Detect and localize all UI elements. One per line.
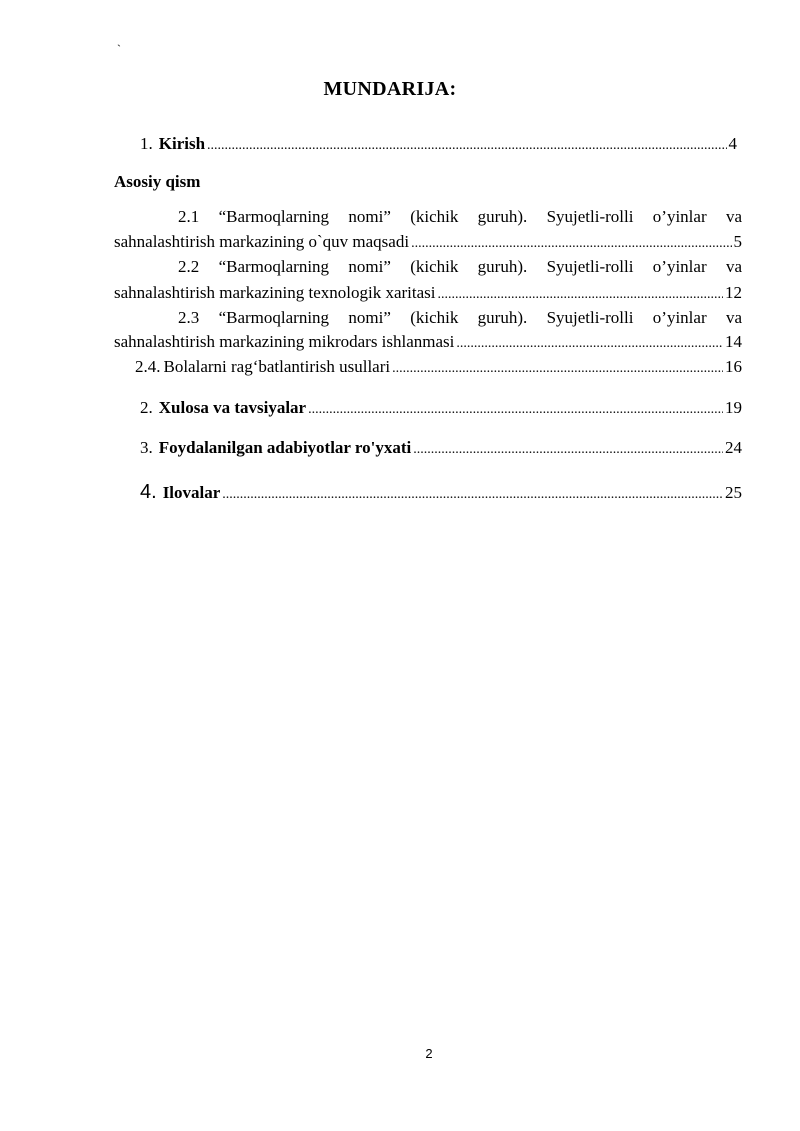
toc-leader-dots — [411, 236, 731, 252]
toc-entry-page: 12 — [725, 283, 742, 302]
toc-entry-page: 24 — [725, 438, 742, 457]
toc-leader-dots — [207, 138, 726, 154]
toc-entry-page: 5 — [733, 232, 742, 251]
toc-entry-label: Foydalanilgan adabiyotlar ro'yxati — [158, 438, 412, 457]
page-title: MUNDARIJA: — [323, 78, 457, 100]
toc-leader-dots — [413, 442, 723, 458]
section-heading: Asosiy qism — [114, 172, 201, 191]
toc-entry-2-2 — [114, 283, 742, 303]
page-number: 2 — [425, 1046, 433, 1061]
toc-entry-label: sahnalashtirish markazining texnologik xaritasi — [114, 283, 436, 302]
toc-entry-page: 16 — [725, 357, 742, 376]
toc-entry-2-1 — [114, 232, 742, 252]
toc-sub-2-1-line1: 2.1 “Barmoqlarning nomi” (kichik guruh). Syujetli-rolli o’yinlar va — [178, 207, 742, 226]
toc-entry-label: Ilovalar — [162, 483, 221, 502]
stray-mark: ` — [117, 42, 121, 56]
toc-entry-number: 2.4. — [135, 357, 161, 376]
toc-entry-page: 25 — [725, 483, 742, 502]
toc-leader-dots — [438, 287, 723, 303]
toc-sub-2-3-line1: 2.3 “Barmoqlarning nomi” (kichik guruh). Syujetli-rolli o’yinlar va — [178, 308, 742, 327]
toc-leader-dots — [222, 487, 723, 503]
toc-leader-dots — [456, 336, 723, 352]
toc-entry-xulosa — [140, 398, 742, 418]
toc-entry-number: 3. — [140, 438, 153, 457]
toc-leader-dots — [392, 361, 723, 377]
toc-sub-2-2-line1: 2.2 “Barmoqlarning nomi” (kichik guruh). Syujetli-rolli o’yinlar va — [178, 257, 742, 276]
toc-entry-2-3 — [114, 332, 742, 352]
toc-entry-ilovalar — [140, 481, 742, 504]
toc-entry-page: 4 — [728, 134, 737, 153]
toc-leader-dots — [308, 402, 723, 418]
toc-entry-label: Xulosa va tavsiyalar — [158, 398, 307, 417]
toc-entry-2-4 — [135, 357, 742, 377]
toc-entry-number: 4. — [140, 481, 157, 503]
toc-entry-page: 14 — [725, 332, 742, 351]
toc-entry-label: sahnalashtirish markazining o`quv maqsadi — [114, 232, 410, 251]
toc-entry-adabiyotlar — [140, 438, 742, 458]
toc-entry-number: 1. — [140, 134, 153, 153]
toc-entry-kirish — [140, 134, 737, 154]
toc-entry-page: 19 — [725, 398, 742, 417]
toc-entry-label: Bolalarni rag‘batlantirish usullari — [163, 357, 391, 376]
toc-entry-number: 2. — [140, 398, 153, 417]
toc-entry-label: sahnalashtirish markazining mikrodars ishlanmasi — [114, 332, 455, 351]
toc-entry-label: Kirish — [158, 134, 206, 153]
